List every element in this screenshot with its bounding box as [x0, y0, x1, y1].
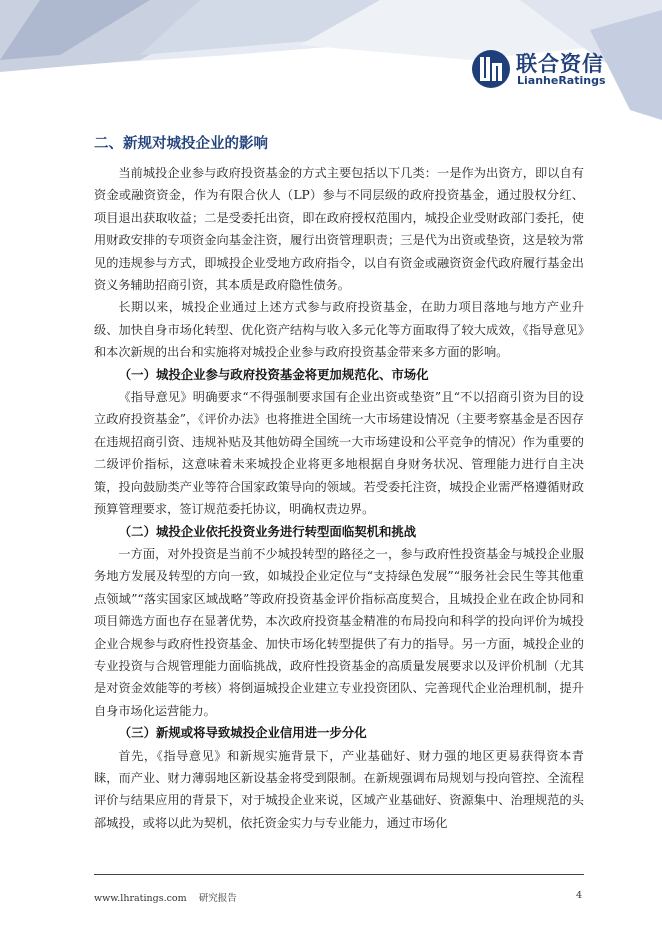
- company-logo: [470, 44, 620, 94]
- logo-english-name: LianheRatings: [517, 74, 606, 87]
- subheading-standardization: （一）城投企业参与政府投资基金将更加规范化、市场化: [118, 366, 429, 382]
- footer-doc-type: 研究报告: [198, 893, 237, 904]
- paragraph-standardization: 《指导意见》明确要求“不得强制要求国有企业出资或垫资”且“不以招商引资为目的设立政府投资基金”，《评价办法》也将推进全国统一大市场建设情况（主要考察基金是否因存在违规招商引资、违规补贴及其他妨碍全国统一大市场建设和公平竞争的情况）作为重要的二级评价指标，这意味着未来城投企业将更多地根据自身财务状况、管理能力进行自主决策，投向鼓励类产业等符合国家政策导向的领域。若受委托注资，城投企业需严格遵循财政预算管理要求，签订规范委托协议，明确权责边界。: [94, 390, 584, 517]
- paragraph-transformation: 一方面，对外投资是当前不少城投转型的路径之一，参与政府性投资基金与城投企业服务地方发展及转型的方向一致，如城投企业定位与“支持绿色发展”“服务社会民生等其他重点领域”“落实国家区域战略”等政府投资基金评价指标高度契合，且城投企业在政企协同和项目筛选方面也存在显著优势，本次政府投资基金精准的布局投向和科学的投向评价为城投企业合规参与政府性投资基金、加快市场化转型提供了有力的指导。另一方面，城投企业的专业投资与合规管理能力面临挑战，政府性投资基金的高质量发展要求以及评价机制（尤其是对资金效能等的考核）将倒逼城投企业建立专业投资团队、完善现代企业治理机制，提升自身市场化运营能力。: [94, 546, 584, 718]
- footer-source: [94, 890, 237, 904]
- body-content: [94, 162, 584, 834]
- footer-divider: [94, 874, 584, 875]
- subheading-transformation: （二）城投企业依托投资业务进行转型面临契机和挑战: [118, 523, 417, 539]
- logo-mark-icon: [470, 48, 512, 90]
- paragraph-credit-differentiation: 首先，《指导意见》和新规实施背景下，产业基础好、财力强的地区更易获得资本青睐，而产业、财力薄弱地区新设基金将受到限制。在新规强调布局规划与投向管控、全流程评价与结果应用的背景下，对于城投企业来说，区域产业基础好、资源集中、治理规范的头部城投，或将以此为契机，依托资金实力与专业能力，通过市场化: [94, 748, 584, 830]
- section-title: 二、新规对城投企业的影响: [94, 136, 268, 152]
- paragraph-impact-overview: 长期以来，城投企业通过上述方式参与政府投资基金，在助力项目落地与地方产业升级、加快自身市场化转型、优化资产结构与收入多元化等方面取得了较大成效，《指导意见》和本次新规的出台和实施将对城投企业参与政府投资基金带来多方面的影响。: [94, 300, 584, 360]
- subheading-credit-differentiation: （三）新规或将导致城投企业信用进一步分化: [118, 725, 367, 741]
- logo-chinese-name: 联合资信: [516, 52, 604, 76]
- paragraph-participation-methods: 当前城投企业参与政府投资基金的方式主要包括以下几类：一是作为出资方，即以自有资金或融资资金，作为有限合伙人（LP）参与不同层级的政府投资基金，通过股权分红、项目退出获取收益；二是受委托出资，即在政府授权范围内，城投企业受财政部门委托，使用财政安排的专项资金向基金注资，履行出资管理职责；三是代为出资或垫资，这是较为常见的违规参与方式，即城投企业受地方政府指令，以自有资金或融资资金代政府履行基金出资义务辅助招商引资，其本质是政府隐性债务。: [94, 166, 584, 293]
- page-number: 4: [576, 890, 583, 901]
- footer-website: www.lhratings.com: [94, 893, 187, 904]
